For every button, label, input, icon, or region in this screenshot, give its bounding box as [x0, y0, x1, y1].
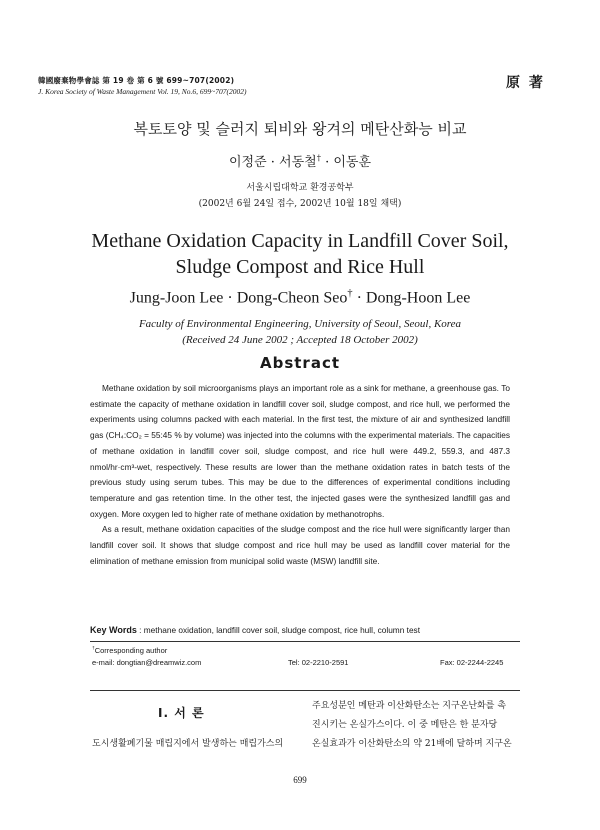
footnote-email: e-mail: dongtian@dreamwiz.com	[92, 658, 202, 667]
footnote-fax: Fax: 02-2244-2245	[440, 658, 504, 667]
footnote-mark: †	[92, 646, 95, 652]
korean-affiliation: 서울시립대학교 환경공학부	[246, 183, 354, 193]
body-right-line-3: 온실효과가 이산화탄소의 약 21배에 달하며 지구온	[312, 739, 512, 749]
korean-authors	[0, 151, 600, 170]
keywords-label: Key Words	[90, 625, 137, 635]
footnote-divider	[90, 641, 520, 642]
abstract-heading: Abstract	[259, 354, 341, 372]
corresponding-mark-en: †	[347, 288, 353, 299]
section-title-introduction: Ⅰ. 서 론	[158, 706, 205, 720]
body-right-line-2: 진시키는 온실가스이다. 이 중 메탄은 한 분자당	[312, 720, 498, 730]
korean-title: 복토토양 및 슬러지 퇴비와 왕겨의 메탄산화능 비교	[133, 120, 467, 138]
journal-citation-korean: 韓國廢棄物學會誌 第 19 卷 第 6 號 699~707(2002)	[38, 76, 235, 85]
english-authors-main: Jung-Joon Lee · Dong-Cheon Seo	[129, 289, 348, 307]
abstract-paragraph-2: As a result, methane oxidation capacities of the sludge compost and the rice hull were significantly larger than landfill cover soil. It shows that sludge compost and rice hull may be used as landfill cover material for the elimination of methane emission from municipal solid waste (MSW) landfill site.	[90, 524, 510, 566]
body-left-line-1: 도시생활폐기물 매립지에서 발생하는 매립가스의	[92, 739, 284, 749]
abstract-body	[90, 381, 510, 569]
page-number: 699	[293, 775, 307, 785]
body-right-line-1: 주요성분인 메탄과 이산화탄소는 지구온난화를 촉	[312, 701, 507, 711]
english-dates: (Received 24 June 2002 ; Accepted 18 October 2002)	[182, 334, 418, 346]
english-authors-last: · Dong-Hoon Lee	[352, 289, 471, 307]
article-type-badge: 原 著	[506, 75, 545, 91]
keywords-text: : methane oxidation, landfill cover soil, sludge compost, rice hull, column test	[136, 625, 421, 635]
english-affiliation: Faculty of Environmental Engineering, University of Seoul, Seoul, Korea	[138, 318, 462, 330]
korean-dates: (2002년 6월 24일 접수, 2002년 10월 18일 채택)	[198, 199, 402, 209]
korean-authors-last: · 이동훈	[320, 155, 372, 170]
english-authors	[0, 288, 600, 307]
english-title-line2: Sludge Compost and Rice Hull	[175, 256, 425, 278]
corresponding-mark: †	[316, 152, 321, 163]
footnote-tel: Tel: 02-2210-2591	[288, 658, 349, 667]
corresponding-author-note	[92, 646, 167, 655]
english-title-line1: Methane Oxidation Capacity in Landfill Cover Soil,	[91, 230, 509, 252]
abstract-paragraph-1: Methane oxidation by soil microorganisms plays an important role as a sink for methane, a greenhouse gas. To estimate the capacity of methane oxidation in landfill cover soil, sludge compost, and rice hull, we performed the experiments using columns packed with each material. In the first test, the mixture of air and synthesized landfill gas (CH₄:CO₂ = 55:45 % by volume) was injected into the columns with the experimental materials. The capacities of methane oxidation in landfill cover soil, sludge compost, and rice hull were 449.2, 559.3, and 487.3 nmol/hr·cm³-wet, respectively. These results are lower than the methane oxidation rates in batch tests of the previous study using serum tubes. This may be due to the differences of experimental conditions including temperature and gas retention time. In the other test, the injected gases were the synthesized landfill gas and oxygen. More oxygen led to higher rate of methane oxidation by methanotrophs.	[90, 383, 510, 519]
body-divider	[90, 690, 520, 691]
keywords	[90, 625, 520, 635]
journal-citation-english: J. Korea Society of Waste Management Vol. 19, No.6, 699~707(2002)	[38, 87, 247, 96]
footnote-label: Corresponding author	[94, 646, 168, 655]
korean-authors-main: 이정준 · 서동철	[228, 155, 317, 170]
